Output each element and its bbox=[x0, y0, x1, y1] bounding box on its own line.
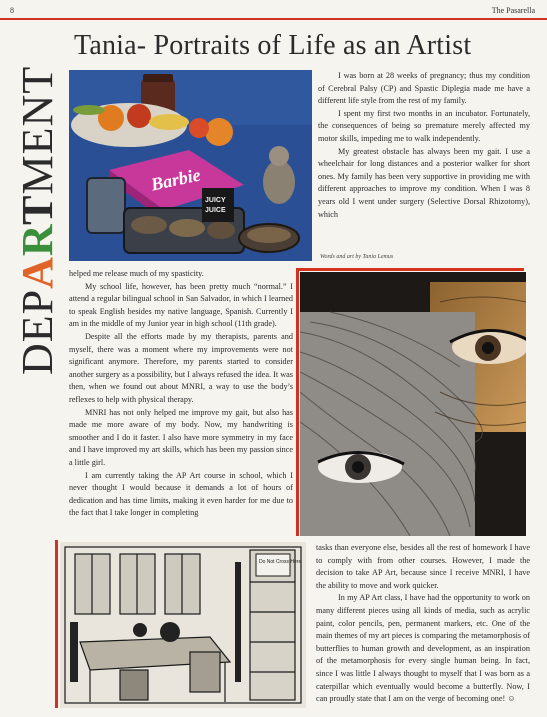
section-letter-accent: A bbox=[13, 256, 62, 289]
section-letter: T bbox=[13, 65, 62, 94]
publication-name: The Pasarella bbox=[491, 6, 535, 15]
section-label-department bbox=[4, 40, 64, 380]
artwork-room-drawing bbox=[60, 542, 306, 708]
artwork-box-label-1: JUICY bbox=[205, 197, 226, 204]
paragraph: My school life, however, has been pretty much “normal.” I attend a regular bilingual school in San Salvador, in which I learned to speak English besides my native language, Spanish. Currently I am in the middle of my Junior year in high school (11th grade). bbox=[69, 281, 293, 329]
text-column-left bbox=[69, 268, 293, 520]
paragraph: helped me release much of my spasticity. bbox=[69, 269, 204, 278]
svg-text:DEPARTMENT bbox=[13, 66, 62, 375]
artwork-eyes-portrait bbox=[300, 272, 526, 536]
artwork-barbie-label: Barbie bbox=[149, 164, 203, 195]
paragraph: In my AP Art class, I have had the opportunity to work on many different pieces using all kinds of media, such as acrylic paint, color pencils, pen, permanent markers, etc. One of the main themes of my art pieces is comparing the metamorphosis of butterflies to human growth and development, as an inspiration of the metamorphosis for every single human being. In fact, since I was little I always thought to myself that I was born as a caterpillar which eventually would become a butterfly. Now, I can proudly state that I am on the verge of becoming one! ☺ bbox=[316, 593, 530, 704]
paragraph: I spent my first two months in an incubator. Fortunately, the consequences of being so premature merely affected my motor skills, impeding me to walk independently. bbox=[318, 108, 530, 143]
paragraph: My greatest obstacle has always been my gait. I use a wheelchair for long distances and a posterior walker for short ones. My family has been very supportive in providing me with different approaches to improve my condition. When I was 8 years old I went under surgery (Selective Dorsal Rhizotomy), which bbox=[318, 146, 530, 219]
section-letter: P bbox=[13, 288, 62, 315]
section-letter-accent: T bbox=[13, 194, 62, 225]
section-letter: M bbox=[13, 154, 62, 195]
paragraph: Despite all the efforts made by my therapists, parents and myself, there was a moment where my improvements were not significant anymore. Therefore, my parents started to consider another surgery as a possibility, but I always refused the idea. It was then, when we found out about MNRI, a way to use the body’s reflexes to help with physical therapy. bbox=[69, 331, 293, 404]
art-accent-rule bbox=[55, 540, 58, 708]
artwork-still-life bbox=[69, 70, 312, 261]
section-letter: E bbox=[13, 314, 62, 343]
paragraph: tasks than everyone else, besides all the rest of homework I have to comply with from other courses. However, I made the decision to take AP Art, because since I receive MNRI, I have the ability to move and work quicker. bbox=[316, 543, 530, 590]
header-rule bbox=[0, 18, 547, 20]
section-letter: E bbox=[13, 126, 62, 155]
paragraph: I was born at 28 weeks of pregnancy; thus my condition of Cerebral Palsy (CP) and Spastic Diplegia made me have a different life style from the rest of my family. bbox=[318, 71, 530, 106]
section-letter: D bbox=[13, 342, 62, 375]
artwork-sign-text: Do Not Cross Here bbox=[259, 559, 302, 565]
article-title: Tania- Portraits of Life as an Artist bbox=[74, 30, 472, 61]
art-accent-rule bbox=[296, 268, 299, 536]
art-credit-caption: Words and art by Tania Lemus bbox=[320, 254, 394, 260]
text-column-right-bottom bbox=[316, 542, 530, 706]
text-column-right-top bbox=[318, 70, 530, 221]
artwork-box-label-2: JUICE bbox=[205, 207, 226, 214]
page-number: 8 bbox=[10, 6, 14, 15]
paragraph: MNRI has not only helped me improve my gait, but also has made me more aware of my body. Now, my handwriting is smoother and I do it faster. I also have more symmetry in my face and I have improved my art skills, which has been my passion since a little girl. bbox=[69, 407, 293, 467]
paragraph: I am currently taking the AP Art course in school, which I never thought I would because it demands a lot of hours of dedication and has time limits, making it even harder for me due to the fact that I take longer in completing bbox=[69, 470, 293, 518]
section-letter-accent: R bbox=[13, 224, 62, 257]
art-accent-rule bbox=[296, 268, 524, 271]
section-letter: N bbox=[13, 93, 62, 127]
